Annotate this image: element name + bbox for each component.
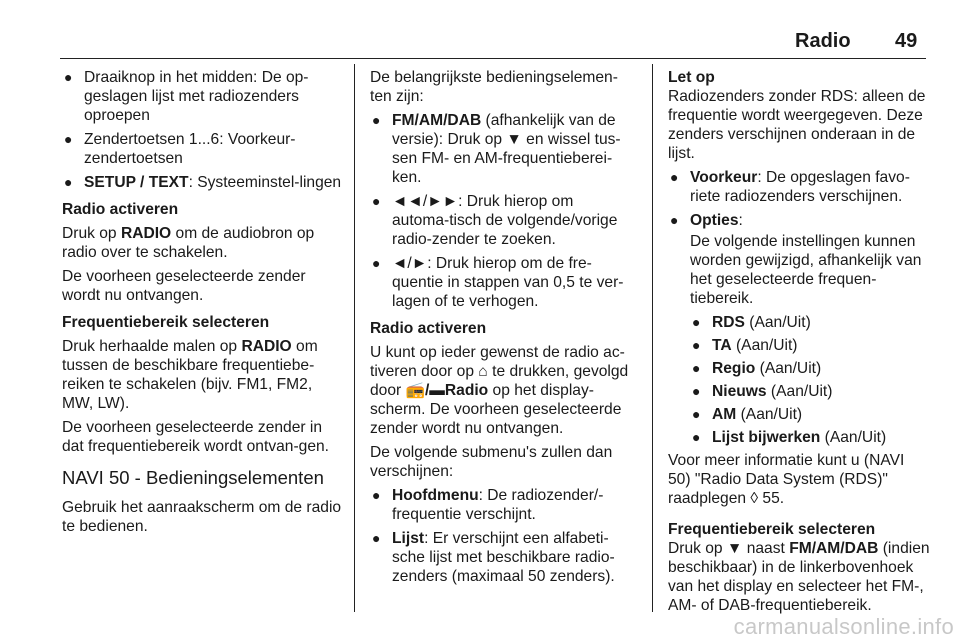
paragraph: Gebruik het aanraakscherm om de radio te bedienen.	[62, 499, 342, 535]
list-item: ● Hoofdmenu: De radiozender/-frequentie verschijnt.	[372, 487, 604, 523]
heading-frequency: Frequentiebereik selecteren	[668, 521, 876, 538]
home-icon: ⌂	[478, 363, 488, 380]
column-3	[668, 68, 930, 620]
page-header	[0, 30, 960, 56]
page-title: Radio	[795, 30, 851, 52]
paragraph: Druk herhaalde malen op RADIO om tussen de beschikbare frequentiebe-reiken te schakelen (bijv. FM1, FM2, MW, LW).	[62, 338, 318, 412]
section-heading-navi50: NAVI 50 - Bedieningselementen	[62, 467, 324, 488]
seek-icon: ◄◄/►►	[392, 193, 459, 210]
list-item: ● ◄/►: Druk hierop om de fre-quentie in stappen van 0,5 te ver-lagen of te verhogen.	[372, 255, 624, 310]
paragraph: Druk op ▼ naast FM/AM/DAB (indien beschikbaar) in de linkerbovenhoek van het display en selecteer het FM-, AM- of DAB-frequentiebereik.	[668, 540, 930, 614]
paragraph: Voor meer informatie kunt u (NAVI 50) "Radio Data System (RDS)" raadplegen ◊ 55.	[668, 452, 905, 507]
column-2	[370, 68, 634, 591]
list-item: ● Nieuws (Aan/Uit)	[692, 383, 833, 400]
column-divider-2	[652, 64, 653, 612]
list-item: ● AM (Aan/Uit)	[692, 406, 803, 423]
heading-frequency: Frequentiebereik selecteren	[62, 314, 270, 331]
column-divider-1	[354, 64, 355, 612]
radio-icon: 📻/▬Radio	[405, 382, 489, 399]
list-item: ● TA (Aan/Uit)	[692, 337, 798, 354]
list-item: ● Zendertoetsen 1...6: Voorkeur-zendertoetsen	[64, 131, 296, 167]
note-heading: Let op	[668, 69, 715, 86]
list-item: ● SETUP / TEXT: Systeeminstel-lingen	[64, 174, 342, 191]
column-1	[62, 68, 342, 541]
list-item: ● Draaiknop in het midden: De op-geslagen lijst met radiozenders oproepen	[64, 69, 309, 124]
paragraph: Druk op RADIO om de audiobron op radio over te schakelen.	[62, 225, 315, 261]
list-item: ● FM/AM/DAB (afhankelijk van de versie): Druk op ▼ en wissel tus-sen FM- en AM-frequentieberei-ken.	[372, 112, 621, 186]
paragraph: De volgende instellingen kunnen worden gewijzigd, afhankelijk van het geselecteerde frequen-tiebereik.	[690, 233, 922, 307]
paragraph: De voorheen geselecteerde zender in dat frequentiebereik wordt ontvan-gen.	[62, 419, 329, 455]
heading-radio-activate: Radio activeren	[370, 320, 487, 337]
watermark: carmanualsonline.info	[733, 614, 954, 639]
list-item: ● Voorkeur: De opgeslagen favo-riete radiozenders verschijnen.	[670, 169, 910, 205]
list-item: ● Lijst: Er verschijnt een alfabeti-sche lijst met beschikbare radio-zenders (maximaal 50 zenders).	[372, 530, 615, 585]
header-divider	[60, 58, 926, 59]
list-item: ● Lijst bijwerken (Aan/Uit)	[692, 429, 887, 446]
page-number: 49	[895, 30, 918, 52]
step-icon: ◄/►	[392, 255, 428, 272]
heading-radio-activate: Radio activeren	[62, 201, 179, 218]
paragraph: De voorheen geselecteerde zender wordt nu ontvangen.	[62, 268, 306, 304]
options-list	[668, 313, 930, 447]
list-item: ● ◄◄/►►: Druk hierop om automa-tisch de volgende/vorige radio-zender te zoeken.	[372, 193, 618, 248]
list-item: ● RDS (Aan/Uit)	[692, 314, 811, 331]
paragraph: De belangrijkste bedieningselemen-ten zijn:	[370, 69, 618, 105]
list-item: ● Regio (Aan/Uit)	[692, 360, 822, 377]
paragraph: De volgende submenu's zullen dan verschijnen:	[370, 444, 613, 480]
list-item: ● Opties:	[670, 212, 743, 229]
note-text: Radiozenders zonder RDS: alleen de frequentie wordt weergegeven. Deze zenders verschijnen onderaan in de lijst.	[668, 88, 926, 162]
paragraph: U kunt op ieder gewenst de radio ac-tiveren door op ⌂ te drukken, gevolgd door 📻/▬Radio op het display-scherm. De voorheen geselecteerde zender wordt nu ontvangen.	[370, 344, 629, 437]
